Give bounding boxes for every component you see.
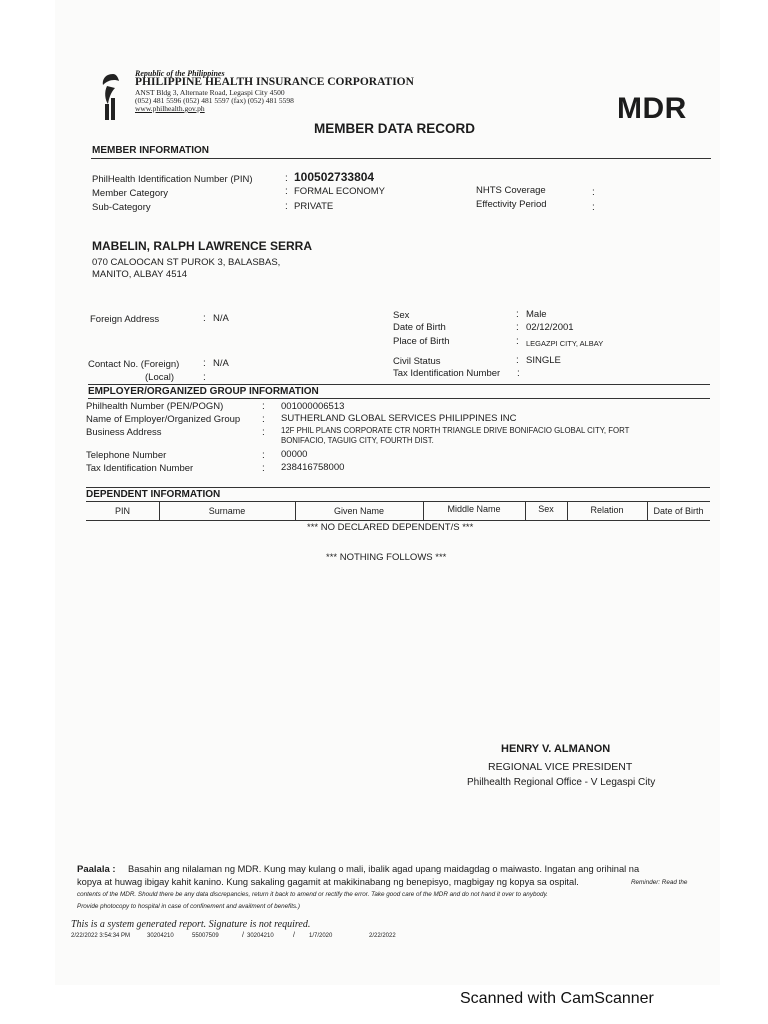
print-stamp-code2: 55007509: [192, 933, 219, 939]
divider: [86, 501, 710, 502]
foreign-address-label: Foreign Address: [90, 314, 160, 325]
sub-category-value: PRIVATE: [294, 201, 334, 212]
column-header-pin: PIN: [114, 506, 130, 516]
form-title: MEMBER DATA RECORD: [314, 121, 475, 136]
column-header-middle-name: Middle Name: [447, 504, 501, 514]
republic-text: Republic of the Philippines: [135, 69, 225, 78]
effectivity-label: Effectivity Period: [476, 199, 547, 210]
stamp-separator: /: [293, 932, 295, 939]
member-category-value: FORMAL ECONOMY: [294, 186, 385, 197]
stamp-separator: /: [242, 932, 244, 939]
colon: :: [516, 322, 519, 333]
print-stamp-datetime: 2/22/2022 3:54:34 PM: [71, 933, 131, 939]
pob-value: LEGAZPI CITY, ALBAY: [526, 339, 604, 348]
pob-label: Place of Birth: [393, 336, 450, 347]
sub-category-label: Sub-Category: [92, 202, 151, 213]
pin-label: PhilHealth Identification Number (PIN): [92, 174, 253, 185]
reminder-line1: Reminder: Read the: [631, 879, 688, 886]
pen-value: 001000006513: [281, 401, 345, 412]
divider: [91, 158, 711, 159]
contact-foreign-value: N/A: [213, 358, 229, 369]
member-address-line2: MANITO, ALBAY 4514: [92, 269, 188, 280]
member-category-label: Member Category: [92, 188, 169, 199]
pin-value: 100502733804: [294, 170, 375, 184]
pen-label: Philhealth Number (PEN/POGN): [86, 401, 224, 412]
member-address-line1: 070 CALOOCAN ST PUROK 3, BALASBAS,: [92, 257, 281, 268]
colon: :: [285, 201, 288, 212]
colon: :: [262, 414, 265, 425]
colon: :: [262, 401, 265, 412]
philhealth-logo-icon: [99, 70, 125, 122]
member-name: MABELIN, RALPH LAWRENCE SERRA: [92, 239, 313, 253]
employer-info-title: EMPLOYER/ORGANIZED GROUP INFORMATION: [88, 386, 319, 397]
column-header-given-name: Given Name: [333, 506, 385, 516]
column-header-relation: Relation: [590, 505, 624, 515]
civil-status-label: Civil Status: [393, 356, 441, 367]
sex-value: Male: [526, 309, 547, 320]
colon: :: [516, 355, 519, 366]
sex-label: Sex: [393, 310, 410, 321]
colon: :: [592, 187, 595, 198]
divider: [88, 384, 710, 385]
print-stamp-date2: 2/22/2022: [369, 933, 396, 939]
contact-foreign-label: Contact No. (Foreign): [88, 359, 180, 370]
divider: [86, 520, 710, 521]
document-page: [55, 0, 720, 985]
form-code: MDR: [617, 92, 687, 125]
employer-name-value: SUTHERLAND GLOBAL SERVICES PHILIPPINES INC: [281, 413, 517, 424]
employer-tin-label: Tax Identification Number: [86, 463, 194, 474]
business-address-label: Business Address: [86, 427, 162, 438]
colon: :: [262, 463, 265, 474]
camscanner-watermark: Scanned with CamScanner: [460, 990, 654, 1007]
divider: [86, 487, 710, 488]
dependent-info-title: DEPENDENT INFORMATION: [86, 489, 221, 500]
reminder-line3: Provide photocopy to hospital in case of confinement and availment of benefits.): [77, 903, 300, 910]
employer-phone-value: 00000: [281, 449, 308, 460]
print-stamp-code3: 30204210: [247, 933, 274, 939]
print-stamp-date1: 1/7/2020: [309, 933, 333, 939]
paalala-line2: kopya at huwag ibigay kahit kanino. Kung sakaling gagamit at makikinabang ng benepisyo, magbigay ng kopya sa ospital.: [77, 877, 579, 887]
website-link[interactable]: www.philhealth.gov.ph: [135, 104, 205, 113]
no-dependents-text: *** NO DECLARED DEPENDENT/S ***: [307, 522, 474, 533]
signatory-office: Philhealth Regional Office - V Legaspi City: [467, 777, 656, 788]
employer-name-label: Name of Employer/Organized Group: [86, 414, 241, 425]
nhts-label: NHTS Coverage: [476, 185, 546, 196]
colon: :: [285, 186, 288, 197]
colon: :: [592, 202, 595, 213]
colon: :: [516, 309, 519, 320]
reminder-line2: contents of the MDR. Should there be any data discrepancies, return it back to amend or rectify the error. Take good care of the MDR and do not hand it over to anybody.: [77, 891, 548, 898]
corporation-address: ANST Bldg 3, Alternate Road, Legaspi City 4500: [135, 88, 285, 97]
signatory-name: HENRY V. ALMANON: [501, 743, 611, 755]
dob-value: 02/12/2001: [526, 322, 574, 333]
business-address-line1: 12F PHIL PLANS CORPORATE CTR NORTH TRIANGLE DRIVE BONIFACIO GLOBAL CITY, FORT: [281, 426, 630, 435]
business-address-line2: BONIFACIO, TAGUIG CITY, FOURTH DIST.: [281, 436, 434, 445]
divider: [88, 398, 710, 399]
column-header-date-of-birth: Date of Birth: [653, 506, 704, 516]
colon: :: [262, 450, 265, 461]
employer-tin-value: 238416758000: [281, 462, 345, 473]
colon: :: [516, 336, 519, 347]
column-header-sex: Sex: [538, 504, 554, 514]
civil-status-value: SINGLE: [526, 355, 561, 366]
colon: :: [517, 368, 520, 379]
paalala-label: Paalala :: [77, 864, 116, 875]
colon: :: [203, 313, 206, 324]
contact-local-label: (Local): [145, 372, 175, 383]
paalala-line1: Basahin ang nilalaman ng MDR. Kung may kulang o mali, ibalik agad upang maidagdag o maiwasto. Ingatan ang orihinal na: [128, 864, 640, 874]
member-info-title: MEMBER INFORMATION: [92, 145, 210, 156]
system-generated-note: This is a system generated report. Signature is not required.: [71, 919, 311, 930]
colon: :: [203, 358, 206, 369]
member-tin-label: Tax Identification Number: [393, 368, 501, 379]
colon: :: [203, 372, 206, 383]
corporation-phones: (052) 481 5596 (052) 481 5597 (fax) (052) 481 5598: [135, 96, 294, 105]
dob-label: Date of Birth: [393, 322, 446, 333]
colon: :: [262, 427, 265, 438]
nothing-follows-text: *** NOTHING FOLLOWS ***: [326, 552, 447, 563]
signatory-title: REGIONAL VICE PRESIDENT: [488, 761, 633, 773]
column-header-surname: Surname: [208, 506, 246, 516]
print-stamp-code1: 30204210: [147, 933, 174, 939]
employer-phone-label: Telephone Number: [86, 450, 167, 461]
foreign-address-value: N/A: [213, 313, 229, 324]
corporation-name: PHILIPPINE HEALTH INSURANCE CORPORATION: [135, 76, 414, 88]
colon: :: [285, 173, 288, 184]
